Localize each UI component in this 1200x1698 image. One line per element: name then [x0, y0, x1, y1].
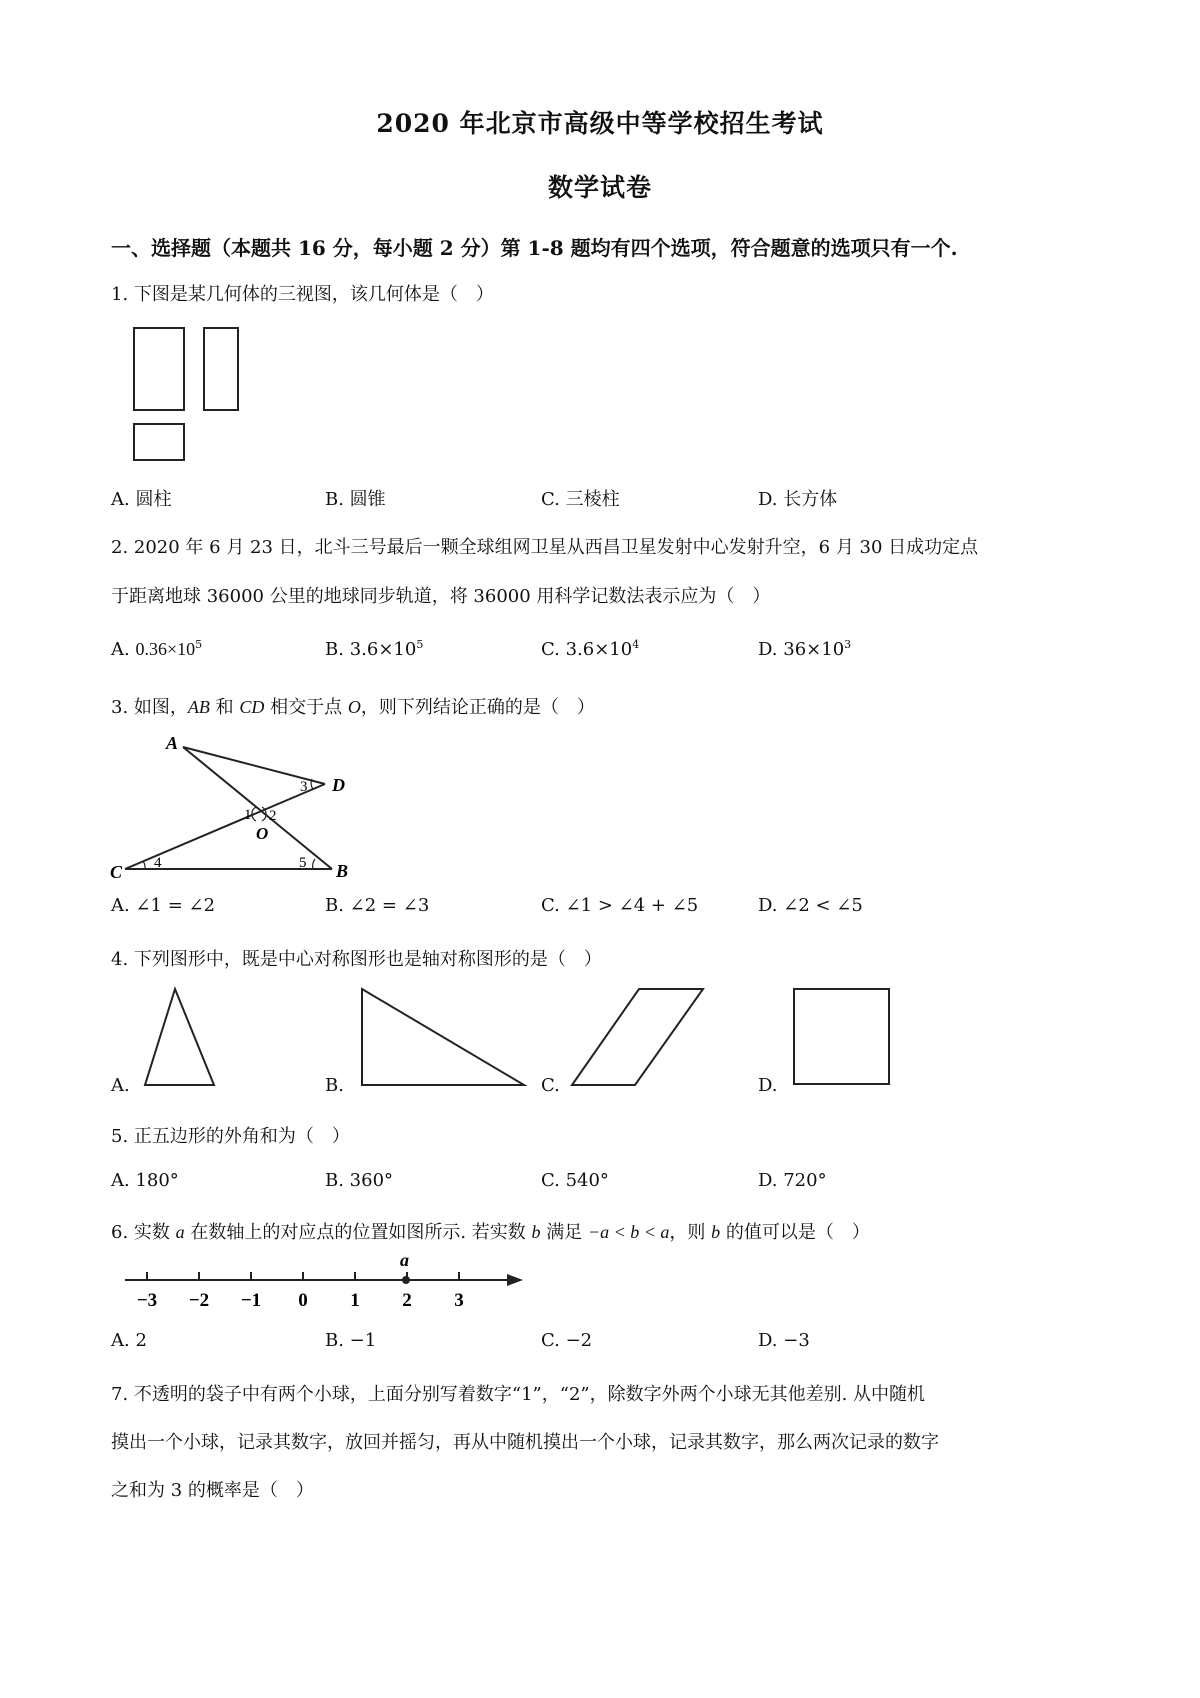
q6-option-a: A. 2: [111, 1330, 147, 1351]
point-c-label: C: [110, 862, 123, 882]
number-line-tick-label: −2: [188, 1290, 210, 1311]
number-line-figure: [125, 1248, 525, 1318]
q2-option-b: B. $3.6\times 10^5$: [325, 638, 424, 660]
question-3-text: 3. 如图，AB 和 CD 相交于点 O，则下列结论正确的是（ ）: [111, 697, 595, 718]
q6-option-c: C. −2: [541, 1330, 593, 1351]
q1-option-b: B. 圆锥: [325, 489, 386, 510]
square-figure: [790, 985, 895, 1090]
point-o-label: O: [256, 824, 269, 843]
angle-5-label: 5: [299, 855, 307, 871]
point-b-label: B: [336, 861, 349, 881]
front-view: [134, 328, 184, 410]
section-heading: 一、选择题（本题共 16 分，每小题 2 分）第 1-8 题均有四个选项，符合题意的选项只有一个.: [111, 236, 958, 260]
side-view: [204, 328, 238, 410]
q1-option-d: D. 长方体: [758, 489, 838, 510]
number-line-tick-label: −3: [136, 1290, 158, 1311]
q2-option-a: A. $0.36\times 10^5$: [111, 638, 203, 660]
q2-option-c: C. $3.6\times 10^4$: [541, 638, 640, 660]
top-view: [134, 424, 184, 460]
q3-option-a: A. ∠1 = ∠2: [111, 895, 216, 916]
q6-option-b: B. −1: [325, 1330, 377, 1351]
point-d-label: D: [332, 775, 345, 795]
q3-option-d: D. ∠2 < ∠5: [758, 895, 863, 916]
q2-option-d: D. $36\times 10^3$: [758, 638, 852, 660]
question-4-text: 4. 下列图形中，既是中心对称图形也是轴对称图形的是（ ）: [111, 949, 602, 970]
q5-option-a: A. 180°: [111, 1170, 179, 1191]
isosceles-triangle-figure: [140, 985, 220, 1090]
question-7-line-2: 摸出一个小球，记录其数字，放回并摇匀，再从中随机摸出一个小球，记录其数字，那么两次记录的数字: [111, 1432, 939, 1453]
q3-option-b: B. ∠2 = ∠3: [325, 895, 430, 916]
q6-option-d: D. −3: [758, 1330, 810, 1351]
q4-option-b: B.: [325, 1075, 344, 1096]
number-line-tick-label: −1: [240, 1290, 262, 1311]
q3-option-c: C. ∠1 > ∠4 + ∠5: [541, 895, 699, 916]
exam-title: 2020 年北京市高级中等学校招生考试: [376, 109, 824, 138]
q4-option-c: C.: [541, 1075, 560, 1096]
angle-4-label: 4: [154, 855, 162, 871]
number-line-tick-label: 0: [298, 1290, 308, 1311]
q5-option-d: D. 720°: [758, 1170, 827, 1191]
number-line-tick-label: 3: [454, 1290, 464, 1311]
number-line-arrow: [507, 1274, 523, 1286]
question-5-text: 5. 正五边形的外角和为（ ）: [111, 1126, 350, 1147]
point-a-marker: [402, 1276, 410, 1284]
question-1-text: 1. 下图是某几何体的三视图，该几何体是（ ）: [111, 284, 494, 305]
question-7-line-3: 之和为 3 的概率是（ ）: [111, 1480, 314, 1501]
q5-option-c: C. 540°: [541, 1170, 609, 1191]
q1-option-a: A. 圆柱: [111, 489, 172, 510]
q5-option-b: B. 360°: [325, 1170, 394, 1191]
parallelogram-figure: [570, 985, 710, 1090]
q4-option-a: A.: [111, 1075, 130, 1096]
exam-subtitle: 数学试卷: [547, 173, 652, 202]
right-triangle-figure: [358, 985, 533, 1090]
point-a-label: A: [166, 733, 179, 753]
question-2-line-1: 2. 2020 年 6 月 23 日，北斗三号最后一颗全球组网卫星从西昌卫星发射中心发射升空，6 月 30 日成功定点: [111, 537, 979, 558]
angle-1-label: 1: [244, 807, 252, 823]
point-a-label: a: [400, 1250, 409, 1270]
intersecting-lines-figure: [110, 735, 360, 880]
angle-3-label: 3: [300, 779, 308, 795]
q1-option-c: C. 三棱柱: [541, 489, 620, 510]
q4-option-d: D.: [758, 1075, 778, 1096]
question-2-line-2: 于距离地球 36000 公里的地球同步轨道，将 36000 用科学记数法表示应为（ ）: [111, 586, 771, 607]
angle-2-label: 2: [269, 808, 277, 824]
number-line-tick-label: 1: [350, 1290, 360, 1311]
number-line-tick-label: 2: [402, 1290, 412, 1311]
three-view-figure: [130, 320, 250, 470]
question-7-line-1: 7. 不透明的袋子中有两个小球，上面分别写着数字“1”，“2”，除数字外两个小球无其他差别. 从中随机: [111, 1384, 926, 1405]
question-6-text: 6. 实数 a 在数轴上的对应点的位置如图所示. 若实数 b 满足 −a < b < a，则 b 的值可以是（ ）: [111, 1222, 870, 1243]
